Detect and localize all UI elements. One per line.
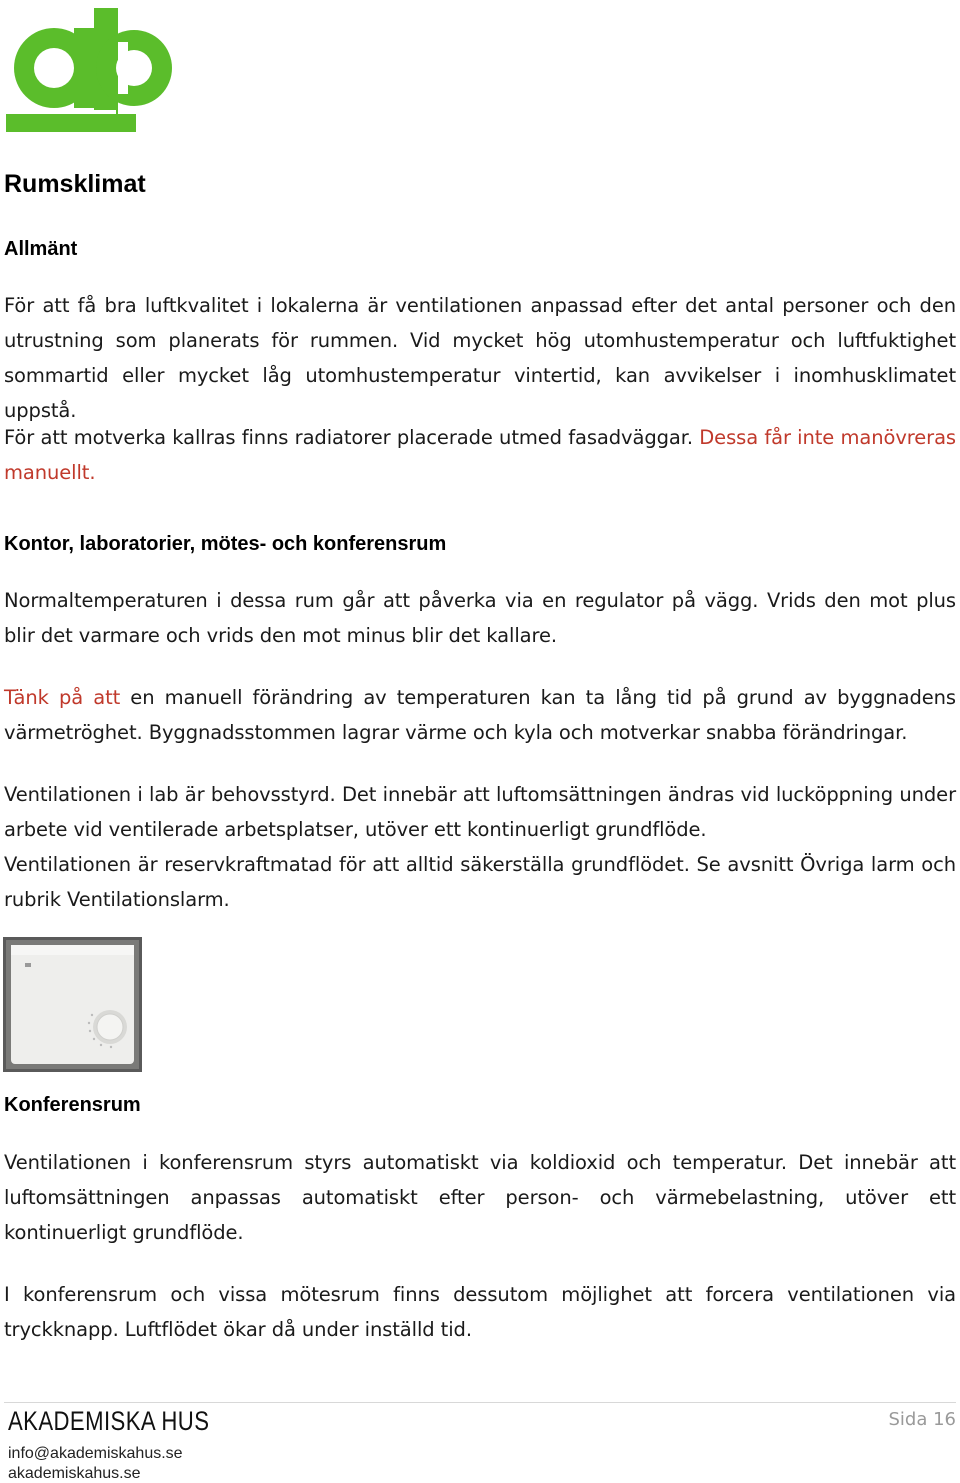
page-number: Sida 16 — [888, 1409, 956, 1430]
section-heading-konferensrum: Konferensrum — [4, 1094, 141, 1116]
radiator-text: För att motverka kallras finns radiatorer placerade utmed fasadväggar. — [4, 426, 700, 449]
thermostat-image — [3, 937, 142, 1072]
paragraph-normaltemperatur: Normaltemperaturen i dessa rum går att påverka via en regulator på vägg. Vrids den mot plus blir det varmare och vrids den mot minus blir det kallare. — [4, 589, 956, 647]
paragraph-radiatorer — [4, 420, 956, 490]
section-heading-allmant: Allmänt — [4, 238, 78, 260]
paragraph-konferensrum-ventilation: Ventilationen i konferensrum styrs automatiskt via koldioxid och temperatur. Det innebär att luftomsättningen anpassas automatiskt efter person- och värmebelastning, utöver ett kontinuerligt grundflöde. — [4, 1151, 956, 1244]
page-title: Rumsklimat — [4, 170, 146, 198]
footer-website-link[interactable]: akademiskahus.se — [8, 1465, 141, 1482]
tank-pa-att-rest: en manuell förändring av temperaturen kan ta lång tid på grund av byggnadens värmetröghet. Byggnadsstommen lagrar värme och kyla och motverkar snabba förändringar. — [4, 686, 956, 744]
section-heading-kontor: Kontor, laboratorier, mötes- och konferensrum — [4, 533, 447, 555]
paragraph-allmant: För att få bra luftkvalitet i lokalerna är ventilationen anpassad efter det antal personer och den utrustning som planerats för rummen. Vid mycket hög utomhustemperatur och luftfuktighet sommartid eller mycket låg utomhustemperatur vintertid, kan avvikelser i inomhusklimatet uppstå. — [4, 294, 956, 422]
paragraph-reservkraft: Ventilationen är reservkraftmatad för att alltid säkerställa grundflödet. Se avsnitt Övriga larm och rubrik Ventilationslarm. — [4, 853, 956, 911]
radiator-warning: Dessa får inte manövreras manuellt. — [4, 426, 956, 484]
footer-email-link[interactable]: info@akademiskahus.se — [8, 1445, 183, 1462]
paragraph-ventilation-lab: Ventilationen i lab är behovsstyrd. Det innebär att luftomsättningen ändras vid lucköppning under arbete vid ventilerade arbetsplatser, utöver ett kontinuerligt grundflöde. — [4, 783, 956, 841]
tank-pa-att-highlight: Tänk på att — [4, 686, 121, 709]
akademiska-hus-logo-icon — [2, 2, 174, 134]
paragraph-tank-pa-att — [4, 680, 956, 750]
footer-divider — [4, 1402, 956, 1403]
paragraph-tryckknapp: I konferensrum och vissa mötesrum finns dessutom möjlighet att forcera ventilationen via tryckknapp. Luftflödet ökar då under inställd tid. — [4, 1283, 956, 1341]
footer-brand: AKADEMISKA HUS — [8, 1406, 210, 1436]
